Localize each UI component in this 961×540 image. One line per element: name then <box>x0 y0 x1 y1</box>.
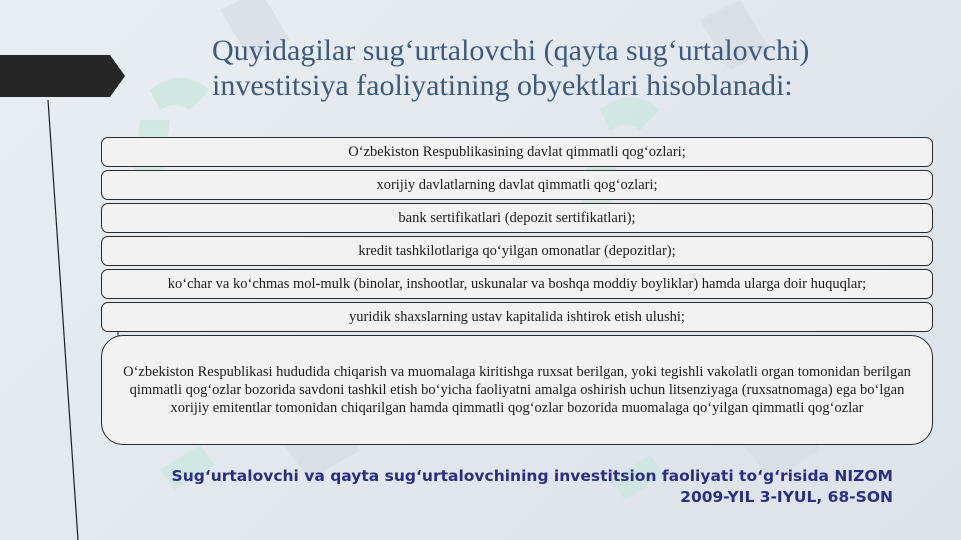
list-item: ko‘char va ko‘chmas mol-mulk (binolar, inshootlar, uskunalar va boshqa moddiy boyliklar) hamda ularga doir huquqlar; <box>101 269 933 299</box>
list-item: yuridik shaxslarning ustav kapitalida ishtirok etish ulushi; <box>101 302 933 332</box>
title-line-1: Quyidagilar sug‘urtalovchi (qayta sug‘urtalovchi) <box>212 34 810 67</box>
list-item: xorijiy davlatlarning davlat qimmatli qog‘ozlari; <box>101 170 933 200</box>
footer-source <box>0 466 893 508</box>
title-line-2: investitsiya faoliyatining obyektlari hisoblanadi: <box>212 69 793 102</box>
slide-title <box>212 33 932 103</box>
list-item: kredit tashkilotlariga qo‘yilgan omonatlar (depozitlar); <box>101 236 933 266</box>
list-item-detailed: O‘zbekiston Respublikasi hududida chiqarish va muomalaga kiritishga ruxsat berilgan, yoki tegishli vakolatli organ tomonidan berilgan qimmatli qog‘ozlar bozorida savdoni tashkil etish bo‘yicha faoliyatni amalga oshirish uchun litsenziyaga (ruxsatnomaga) ega bo‘lgan xorijiy emitentlar tomonidan chiqarilgan hamda qimmatli qog‘ozlar bozorida muomalaga qo‘yilgan qimmatli qog‘ozlar <box>101 335 933 445</box>
footer-line-1: Sug‘urtalovchi va qayta sug‘urtalovchining investitsion faoliyati to‘g‘risida NIZOM <box>171 467 893 485</box>
footer-line-2: 2009-YIL 3-IYUL, 68-SON <box>680 488 893 506</box>
list-item: bank sertifikatlari (depozit sertifikatlari); <box>101 203 933 233</box>
list-item: O‘zbekiston Respublikasining davlat qimmatli qog‘ozlari; <box>101 137 933 167</box>
arrow-shape <box>0 55 125 97</box>
